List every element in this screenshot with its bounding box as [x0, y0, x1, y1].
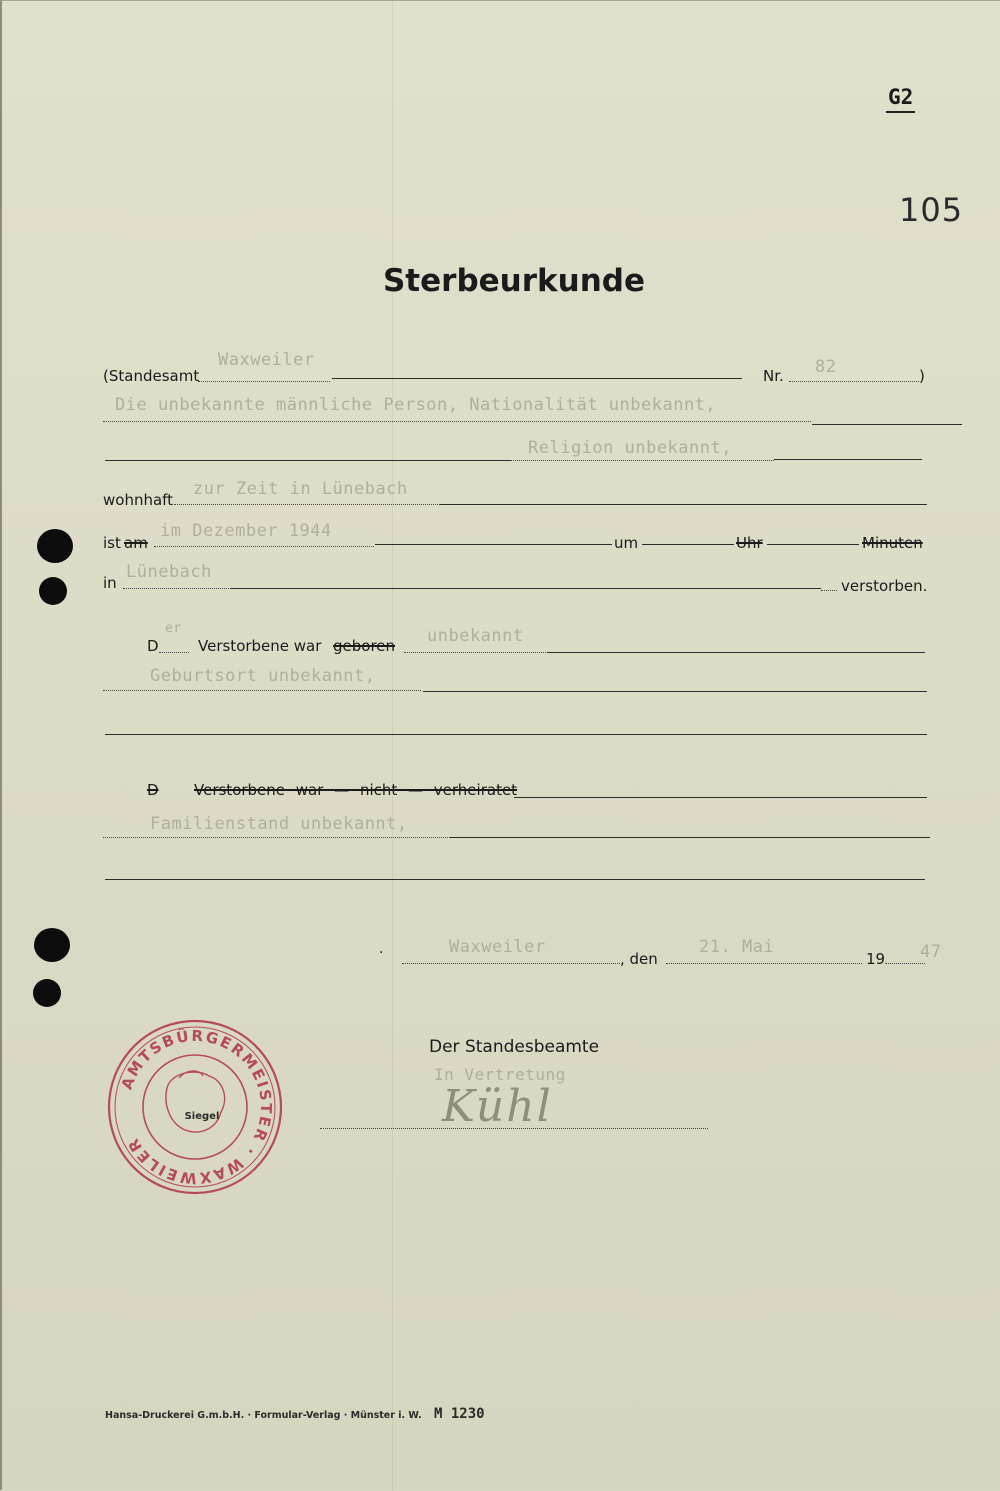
svg-text:AMTSBÜRGERMEISTER · WAXWEILER	[118, 1026, 276, 1188]
bullet-dot: ·	[379, 945, 384, 961]
um-label: um	[614, 534, 639, 552]
form-code: G2	[886, 85, 915, 113]
person-description-line1: Die unbekannte männliche Person, Nationalität unbekannt,	[115, 395, 717, 415]
uhr-label: Uhr	[736, 534, 763, 552]
standesamt-label: (Standesamt	[103, 367, 200, 385]
familienstand-value: Familienstand unbekannt,	[150, 814, 408, 834]
punch-hole	[33, 979, 61, 1007]
married-label: Verstorbene war — nicht — verheiratet	[194, 781, 518, 799]
in-vertretung: In Vertretung	[434, 1065, 566, 1084]
official-seal	[105, 1018, 285, 1196]
geboren-label: geboren	[333, 637, 396, 655]
year-prefix: 19	[866, 950, 886, 968]
death-date-value: im Dezember 1944	[160, 521, 332, 541]
seal-ring-text: AMTSBÜRGERMEISTER · WAXWEILER	[117, 1026, 276, 1188]
d1-suffix: er	[165, 621, 182, 636]
punch-hole	[34, 928, 70, 962]
birthplace-value: Geburtsort unbekannt,	[150, 666, 376, 686]
minuten-label: Minuten	[862, 534, 923, 552]
person-description-line2: Religion unbekannt,	[528, 438, 732, 458]
nr-label: Nr.	[763, 367, 784, 385]
issue-day-month-value: 21. Mai	[699, 937, 775, 957]
verstorben-label: verstorben.	[841, 577, 928, 595]
closing-paren: )	[919, 367, 925, 385]
ist-label: ist	[103, 534, 121, 552]
register-number: 105	[899, 191, 964, 229]
standesamt-value: Waxweiler	[218, 350, 315, 370]
nr-value: 82	[815, 357, 837, 377]
wohnhaft-value: zur Zeit in Lünebach	[193, 479, 408, 499]
d1-label: D	[147, 637, 159, 655]
punch-hole	[37, 529, 73, 563]
seal-center-text: Siegel	[184, 1111, 220, 1122]
punch-hole	[39, 577, 67, 605]
form-id: M 1230	[434, 1406, 485, 1422]
am-label: am	[124, 534, 148, 552]
wohnhaft-label: wohnhaft	[103, 491, 174, 509]
verstorbene-war-label: Verstorbene war	[198, 637, 322, 655]
d2-label: D	[147, 781, 159, 799]
signature: Kühl	[442, 1081, 553, 1132]
fold-crease	[392, 1, 393, 1491]
document-title: Sterbeurkunde	[382, 263, 645, 299]
printer-imprint: Hansa-Druckerei G.m.b.H. · Formular-Verlag · Münster i. W.	[105, 1410, 422, 1421]
birth-value: unbekannt	[427, 626, 524, 646]
den-label: , den	[620, 950, 658, 968]
death-place-value: Lünebach	[126, 562, 212, 582]
issue-place-value: Waxweiler	[449, 937, 546, 957]
signatory-label: Der Standesbeamte	[429, 1037, 600, 1057]
in-label: in	[103, 574, 117, 592]
year-suffix: 47	[920, 942, 942, 962]
